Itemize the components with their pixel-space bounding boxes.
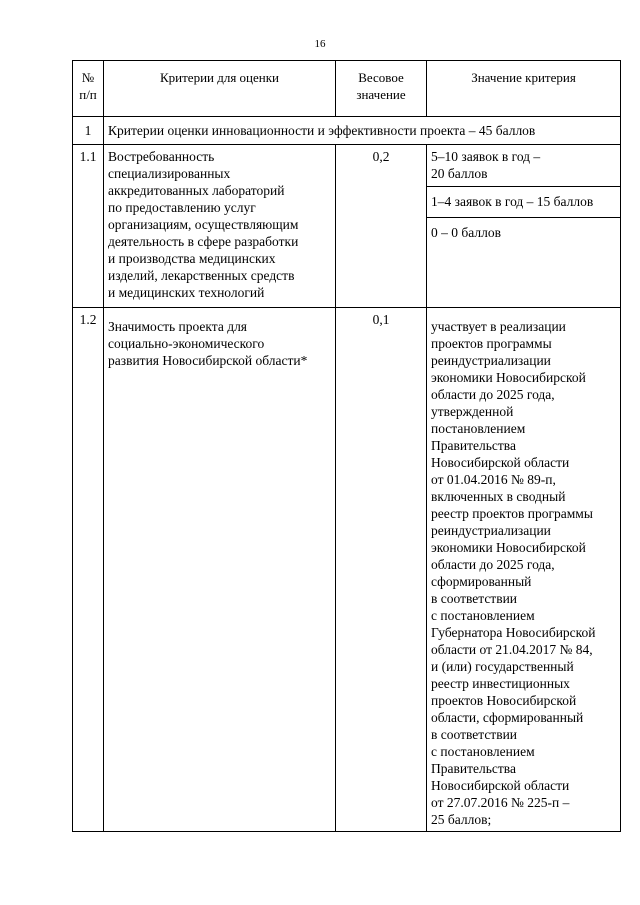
value-option: 0 – 0 баллов [431, 225, 501, 240]
header-weight-label: Весовое значение [356, 70, 406, 102]
section-row [73, 117, 621, 145]
row-criterion: Значимость проекта для социально-экономического развития Новосибирской области* [104, 308, 336, 832]
section-title: Критерии оценки инновационности и эффективности проекта – 45 баллов [104, 117, 621, 145]
table-row [73, 308, 621, 832]
row-num: 1.1 [73, 145, 104, 308]
header-criteria-label: Критерии для оценки [159, 70, 280, 85]
header-criteria [104, 61, 336, 117]
header-num [73, 61, 104, 117]
table-row [73, 145, 621, 308]
page-number: 16 [314, 38, 326, 50]
header-weight [336, 61, 427, 117]
header-num-label: № п/п [79, 70, 97, 102]
criteria-table [72, 60, 621, 832]
value-option: 1–4 заявок в год – 15 баллов [427, 187, 620, 218]
row-weight: 0,1 [336, 308, 427, 832]
value-option: участвует в реализации проектов программы реиндустриализации экономики Новосибирской области до 2025 года, утвержденной постановлением Правительства Новосибирской области от 01.04.2016 № 89-п, включенных в сводный реестр проектов программы реиндустриализации экономики Новосибирской области до 2025 года, сформированный в соответствии с постановлением Губернатора Новосибирской области от 21.04.2017 № 84, и (или) государственный реестр инвестиционных проектов Новосибирской области, сформированный в соответствии с постановлением Правительства Новосибирской области от 27.07.2016 № 225-п – 25 баллов; [431, 319, 596, 827]
section-num: 1 [73, 117, 104, 145]
row-weight: 0,2 [336, 145, 427, 308]
row-criterion: Востребованность специализированных аккредитованных лабораторий по предоставлению услуг организациям, осуществляющим деятельность в сфере разработки и производства медицинских изделий, лекарственных средств и медицинских технологий [104, 145, 336, 308]
header-value-label: Значение критерия [471, 70, 576, 85]
row-num: 1.2 [73, 308, 104, 832]
header-value [427, 61, 621, 117]
table-header-row [73, 61, 621, 117]
value-option: 5–10 заявок в год – 20 баллов [427, 145, 620, 187]
row-values [427, 308, 621, 832]
row-values [427, 145, 621, 308]
